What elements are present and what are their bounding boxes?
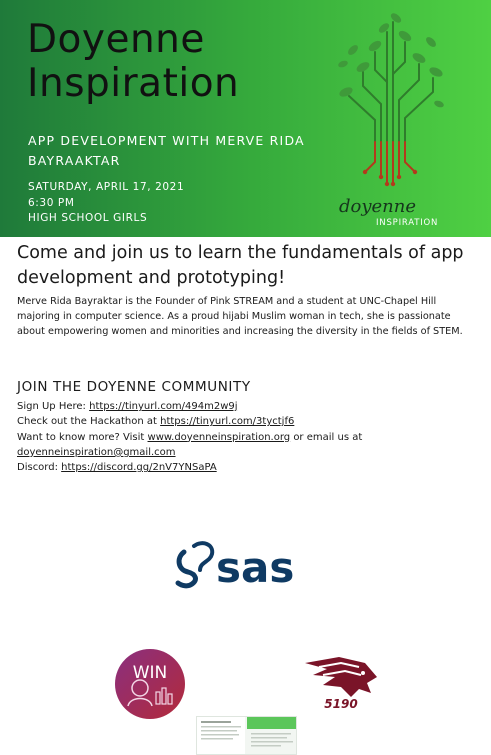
more-info-label: Want to know more? Visit — [17, 431, 145, 443]
circuit-tree-icon — [335, 12, 447, 197]
hackathon-line — [17, 414, 479, 429]
title-line-1: Doyenne — [27, 17, 205, 62]
event-subtitle: APP DEVELOPMENT WITH MERVE RIDA BAYRAAKTAR — [28, 133, 305, 168]
signup-line — [17, 399, 479, 414]
header-banner — [0, 0, 491, 237]
win-logo-icon — [114, 648, 186, 720]
thumbnail-image — [197, 717, 297, 755]
event-audience: HIGH SCHOOL GIRLS — [28, 212, 148, 224]
discord-label: Discord: — [17, 462, 58, 474]
community-heading: JOIN THE DOYENNE COMMUNITY — [17, 379, 251, 395]
event-details — [28, 180, 184, 227]
title-line-2: Inspiration — [27, 61, 240, 106]
email-line — [17, 445, 479, 460]
speaker-bio: Merve Rida Bayraktar is the Founder of Pink STREAM and a student at UNC-Chapel Hill majoring in computer science. As a proud hijabi Muslim woman in tech, she is passionate about empowering women and minorities and increasing the diversity in the fields of STEM. — [17, 296, 463, 337]
community-links — [17, 399, 479, 475]
signup-link[interactable]: https://tinyurl.com/494m2w9j — [89, 401, 238, 412]
website-link[interactable]: www.doyenneinspiration.org — [147, 431, 291, 443]
event-date: SATURDAY, APRIL 17, 2021 — [28, 181, 185, 193]
hawk-logo-icon — [301, 653, 381, 711]
brand-subtitle: INSPIRATION — [376, 218, 439, 228]
hackathon-link[interactable]: https://tinyurl.com/3tyctjf6 — [160, 416, 295, 428]
email-link[interactable]: doyenneinspiration@gmail.com — [17, 446, 176, 458]
invitation-heading: Come and join us to learn the fundamentals of app development and prototyping! — [17, 243, 464, 288]
event-time: 6:30 PM — [28, 196, 75, 209]
flyer-thumbnail — [196, 716, 297, 755]
hackathon-label: Check out the Hackathon at — [17, 416, 157, 428]
brand-wordmark: doyenne — [339, 196, 417, 217]
win-wordmark: WIN — [132, 663, 168, 683]
hawk-number: 5190 — [324, 697, 358, 711]
sas-logo-icon — [174, 540, 314, 590]
event-title — [27, 18, 239, 106]
signup-label: Sign Up Here: — [17, 401, 86, 412]
email-label: or email us at — [293, 431, 363, 443]
discord-link[interactable]: https://discord.gg/2nV7YNSaPA — [61, 462, 217, 474]
discord-line — [17, 460, 479, 475]
more-info-line — [17, 430, 479, 445]
sas-wordmark: sas — [216, 543, 295, 590]
